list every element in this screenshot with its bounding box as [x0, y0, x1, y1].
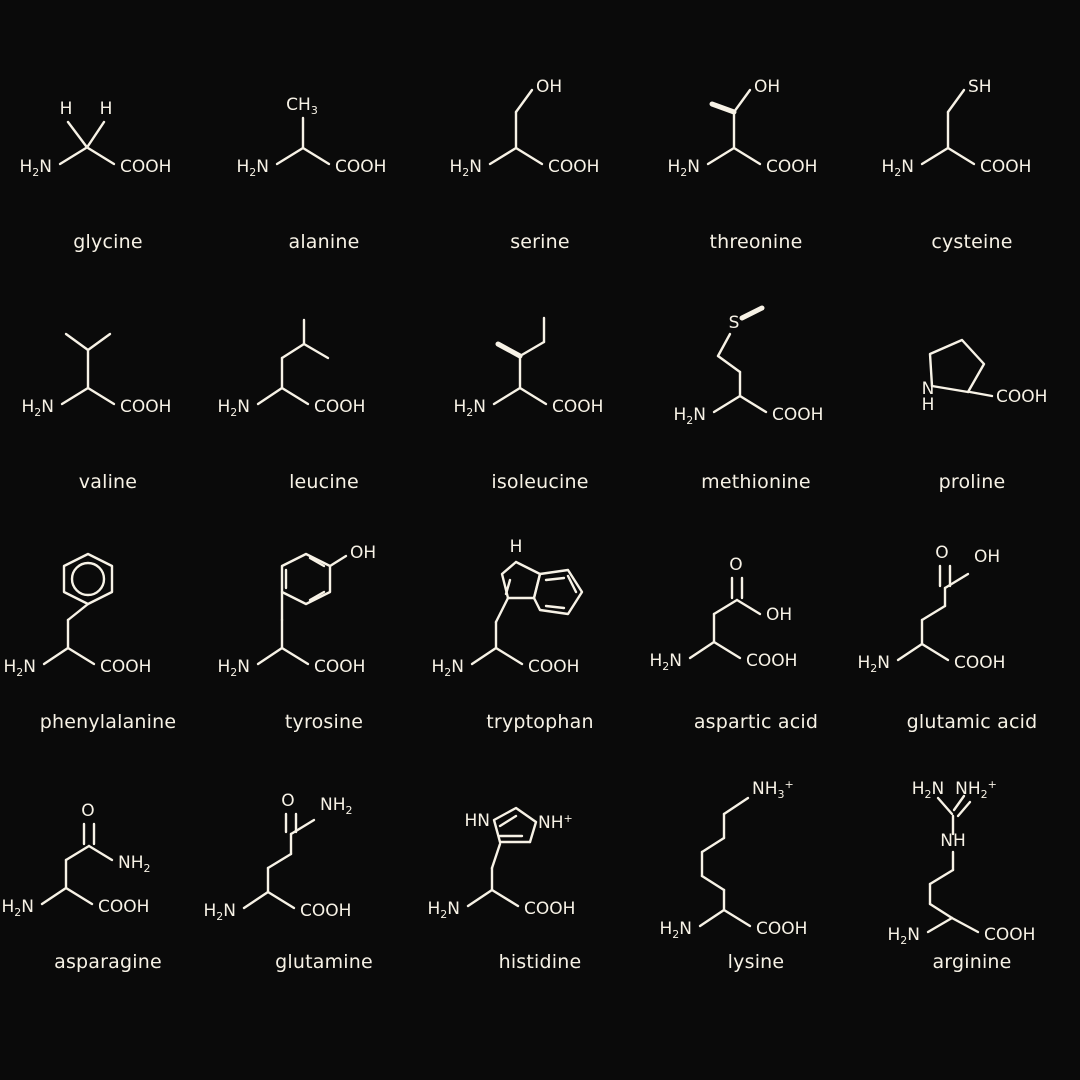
bond-methyl: [742, 308, 762, 318]
atom-label-cooh: COOH: [524, 899, 576, 919]
structure-glutamic-acid: [857, 540, 1072, 715]
molecule-card-glutamine: [203, 780, 432, 1020]
atom-label-hydroxyl: OH: [536, 77, 563, 97]
atom-label-amine: $H_2N$: [881, 157, 914, 179]
molecule-card-lysine: [648, 780, 864, 1020]
bond: [258, 648, 282, 664]
bond: [472, 648, 496, 664]
bond: [948, 148, 974, 164]
molecule-name: isoleucine: [491, 471, 589, 493]
atom-label-cooh: COOH: [120, 397, 172, 417]
molecule-card-methionine: [648, 300, 864, 540]
structure-asparagine: [1, 780, 208, 955]
molecule-card-histidine: [427, 780, 648, 1020]
bond: [468, 890, 492, 906]
atom-label-amine: $H_2N$: [236, 157, 269, 179]
atom-label-amine: $H_2N$: [673, 405, 706, 427]
bond: [520, 342, 544, 356]
bond: [44, 648, 68, 664]
structure-proline: [872, 300, 1072, 475]
molecule-name: alanine: [288, 231, 360, 253]
atom-label-amine: $H_2N$: [203, 901, 236, 923]
molecule-card-asparagine: [0, 780, 216, 1020]
bond: [88, 148, 114, 164]
molecule-card-phenylalanine: [0, 540, 216, 780]
structure-tyrosine: [217, 540, 424, 715]
atom-label-cooh: COOH: [772, 405, 824, 425]
structure-methionine: [656, 300, 856, 475]
molecule-name: cysteine: [931, 231, 1013, 253]
structure-aspartic-acid: [649, 540, 856, 715]
molecule-card-glutamic-acid: [857, 540, 1080, 780]
structure-isoleucine: [440, 300, 640, 475]
bond: [740, 396, 766, 412]
bond-methyl: [498, 344, 520, 356]
atom-label-cooh: COOH: [528, 657, 580, 677]
bond: [718, 334, 730, 356]
atom-label-amine: $H_2N$: [217, 657, 250, 679]
atom-label-cooh: COOH: [100, 657, 152, 677]
structure-leucine: [217, 300, 424, 475]
atom-label-amide: $NH_2$: [118, 853, 151, 875]
bond: [244, 892, 268, 908]
atom-label-cooh: COOH: [552, 397, 604, 417]
molecule-card-proline: [864, 300, 1080, 540]
molecule-name: threonine: [709, 231, 803, 253]
atom-label-nitrogen: NH: [940, 831, 966, 851]
bond: [520, 388, 546, 404]
double-bond: [958, 802, 970, 816]
molecule-name: serine: [510, 231, 570, 253]
atom-label-nitrogen: N: [921, 379, 935, 399]
bond: [970, 392, 992, 396]
bond: [952, 918, 978, 932]
benzene-ring: [282, 554, 330, 604]
atom-label-amine: $H_2N$: [19, 157, 52, 179]
bond: [708, 148, 734, 164]
molecule-name: lysine: [727, 951, 785, 973]
bond: [718, 356, 740, 372]
molecule-card-cysteine: [864, 60, 1080, 300]
molecule-card-tryptophan: [431, 537, 648, 780]
atom-label-cooh: COOH: [314, 397, 366, 417]
atom-label-carbonyl-oxygen: O: [935, 543, 949, 563]
molecule-card-alanine: [216, 60, 432, 300]
bond: [734, 90, 750, 112]
molecule-name: tryptophan: [486, 711, 594, 733]
bond: [291, 820, 314, 834]
atom-label-guanidinium-amine-plus: $NH_2^+$: [955, 778, 997, 801]
atom-label-amine: $H_2N$: [217, 397, 250, 419]
structure-glycine: [8, 60, 208, 235]
bond: [714, 600, 737, 614]
atom-label-h-left: H: [59, 99, 73, 119]
structure-tryptophan: [431, 537, 640, 715]
bond: [88, 334, 110, 350]
molecule-name: phenylalanine: [39, 711, 177, 733]
bond: [68, 604, 88, 620]
atom-label-amine: $H_2N$: [667, 157, 700, 179]
atom-label-ammonium: $NH_3^+$: [752, 778, 794, 801]
atom-label-amine: $H_2N$: [659, 919, 692, 941]
bond: [277, 148, 303, 164]
atom-label-cooh: COOH: [335, 157, 387, 177]
molecule-name: glycine: [73, 231, 143, 253]
atom-label-hydroxyl: OH: [350, 543, 377, 563]
molecule-card-serine: [432, 60, 648, 300]
bond: [88, 122, 104, 146]
aromatic-inner-bond: [546, 578, 564, 580]
molecule-card-arginine: [864, 780, 1080, 1020]
atom-label-cooh: COOH: [756, 919, 808, 939]
bond: [898, 644, 922, 660]
atom-label-cooh: COOH: [984, 925, 1036, 945]
atom-label-cooh: COOH: [954, 653, 1006, 673]
bond: [68, 122, 86, 146]
atom-label-cooh: COOH: [120, 157, 172, 177]
bond: [89, 846, 112, 860]
structure-alanine: [224, 60, 424, 235]
bond: [700, 910, 724, 926]
aromatic-inner-bond: [506, 580, 510, 594]
atom-label-sulfur: S: [728, 313, 740, 333]
atom-label-amine: $H_2N$: [3, 657, 36, 679]
bond: [282, 344, 304, 358]
structure-lysine: [656, 780, 856, 955]
atom-label-methyl: $CH_3$: [286, 95, 318, 117]
bond: [496, 598, 508, 622]
molecule-card-valine: [0, 300, 216, 540]
pyrrolidine-ring: [930, 340, 984, 392]
atom-label-cooh: COOH: [300, 901, 352, 921]
atom-label-carbonyl-oxygen: O: [729, 555, 743, 575]
structure-arginine: [872, 780, 1072, 955]
bond: [68, 648, 94, 664]
atom-label-amine: $H_2N$: [427, 899, 460, 921]
structure-phenylalanine: [3, 540, 208, 715]
bond: [304, 344, 328, 358]
molecule-name: valine: [78, 471, 138, 493]
atom-label-imine-nitrogen: HN: [464, 811, 490, 831]
bond: [330, 556, 346, 566]
bond: [282, 388, 308, 404]
molecule-card-threonine: [648, 60, 864, 300]
molecule-name: asparagine: [54, 951, 162, 973]
bond: [268, 892, 294, 908]
molecule-card-glycine: [0, 60, 216, 300]
bond: [496, 648, 522, 664]
atom-label-amine: $H_2N$: [21, 397, 54, 419]
bond: [922, 606, 945, 620]
bond: [303, 148, 329, 164]
atom-label-cooh: COOH: [98, 897, 150, 917]
molecule-name: tyrosine: [284, 711, 364, 733]
atom-label-amine: $H_2N$: [449, 157, 482, 179]
atom-label-cooh: COOH: [980, 157, 1032, 177]
atom-label-hydroxyl: OH: [766, 605, 793, 625]
bond: [494, 388, 520, 404]
structure-grid: [0, 60, 1080, 1020]
atom-label-protonated-nitrogen: NH+: [538, 812, 573, 833]
bond: [690, 642, 714, 658]
molecule-card-leucine: [216, 300, 432, 540]
bond: [268, 854, 291, 868]
bond: [282, 648, 308, 664]
bond-methyl: [712, 104, 734, 112]
bond: [734, 148, 760, 164]
bond: [737, 600, 760, 614]
structure-serine: [440, 60, 640, 235]
atom-label-cooh: COOH: [548, 157, 600, 177]
bond: [88, 388, 114, 404]
atom-label-hydroxyl: OH: [754, 77, 781, 97]
molecule-name: histidine: [498, 951, 582, 973]
structure-glutamine: [203, 780, 424, 955]
atom-label-amine: $H_2N$: [649, 651, 682, 673]
atom-label-h-right: H: [99, 99, 113, 119]
atom-label-nh-hydrogen: H: [509, 537, 523, 557]
structure-valine: [8, 300, 208, 475]
bond: [516, 148, 542, 164]
bond: [724, 910, 750, 926]
atom-label-amine: $H_2N$: [887, 925, 920, 947]
bond: [922, 148, 948, 164]
atom-label-carbonyl-oxygen: O: [81, 801, 95, 821]
bond: [948, 90, 964, 112]
bond: [714, 642, 740, 658]
atom-label-thiol: SH: [968, 77, 992, 97]
atom-label-cooh: COOH: [314, 657, 366, 677]
bond: [66, 846, 89, 860]
bond: [928, 918, 952, 932]
atom-label-amine: $H_2N$: [431, 657, 464, 679]
bond: [938, 798, 952, 814]
bond: [60, 148, 86, 164]
bond: [702, 876, 724, 890]
atom-label-cooh: COOH: [746, 651, 798, 671]
atom-label-nh-hydrogen: H: [921, 395, 935, 415]
atom-label-cooh: COOH: [996, 387, 1048, 407]
molecule-name: leucine: [289, 471, 359, 493]
molecule-name: proline: [938, 471, 1006, 493]
molecule-card-tyrosine: [216, 540, 432, 780]
bond: [714, 396, 740, 412]
molecule-name: methionine: [701, 471, 811, 493]
bond: [945, 574, 968, 588]
bond: [922, 644, 948, 660]
bond: [66, 334, 88, 350]
bond: [62, 388, 88, 404]
atom-label-guanidinium-amine: $H_2N$: [911, 779, 945, 801]
atom-label-amine: $H_2N$: [857, 653, 890, 675]
bond: [492, 890, 518, 906]
molecule-name: glutamic acid: [906, 711, 1038, 733]
bond: [492, 844, 500, 868]
bond: [258, 388, 282, 404]
atom-label-amide: $NH_2$: [320, 795, 353, 817]
molecule-name: glutamine: [275, 951, 373, 973]
atom-label-cooh: COOH: [766, 157, 818, 177]
atom-label-carbonyl-oxygen: O: [281, 791, 295, 811]
aromatic-circle: [72, 563, 104, 595]
atom-label-hydroxyl: OH: [974, 547, 1001, 567]
atom-label-amine: $H_2N$: [1, 897, 34, 919]
bond: [42, 888, 66, 904]
bond: [724, 798, 748, 814]
molecule-card-isoleucine: [432, 300, 648, 540]
molecule-card-aspartic-acid: [648, 540, 864, 780]
structure-histidine: [427, 780, 640, 955]
bond: [702, 838, 724, 852]
molecule-name: aspartic acid: [693, 711, 819, 733]
bond: [932, 386, 968, 392]
bond: [66, 888, 92, 904]
structure-threonine: [656, 60, 856, 235]
atom-label-amine: $H_2N$: [453, 397, 486, 419]
bond: [516, 90, 532, 112]
aromatic-inner-bond: [500, 816, 516, 826]
bond: [930, 870, 953, 884]
bond: [930, 904, 952, 918]
molecule-name: arginine: [932, 951, 1012, 973]
structure-cysteine: [872, 60, 1072, 235]
bond: [490, 148, 516, 164]
aromatic-inner-bond: [546, 606, 564, 608]
